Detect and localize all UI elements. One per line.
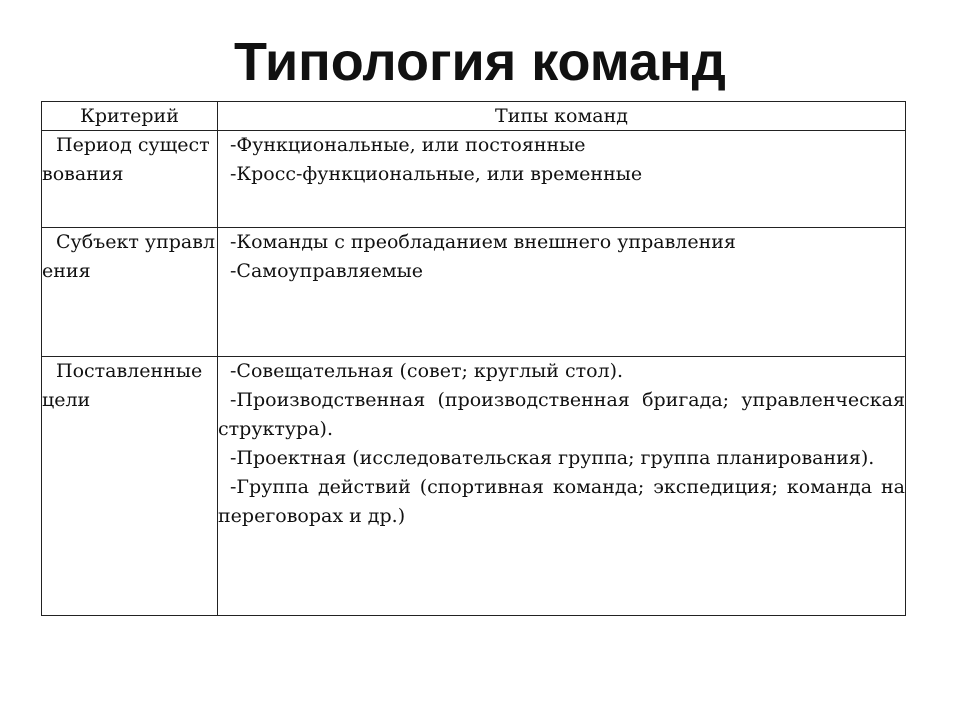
type-item: -Проектная (исследовательская группа; группа планирования).: [230, 447, 875, 469]
types-cell: [218, 131, 906, 228]
type-item: -Команды с преобладанием внешнего управления: [230, 231, 736, 253]
criterion-cell: Период существования: [42, 131, 218, 228]
type-item: -Функциональные, или постоянные: [230, 134, 586, 156]
header-criterion: Критерий: [42, 102, 218, 131]
criterion-cell: Субъект управления: [42, 228, 218, 357]
table-row-subject: [42, 228, 906, 357]
types-cell: [218, 228, 906, 357]
type-item: -Совещательная (совет; круглый стол).: [230, 360, 624, 382]
type-item: -Кросс-функциональные, или временные: [230, 163, 643, 185]
type-item: -Производственная (производственная бригада; управленческая структура).: [218, 389, 905, 440]
types-cell: [218, 357, 906, 616]
header-types: Типы команд: [218, 102, 906, 131]
table-header-row: [42, 102, 906, 131]
typology-table: [41, 101, 906, 616]
type-item: -Группа действий (спортивная команда; экспедиция; команда на переговорах и др.): [218, 476, 905, 527]
slide-title: Типология команд: [234, 32, 726, 92]
table-row-period: [42, 131, 906, 228]
criterion-cell: Поставленные цели: [42, 357, 218, 616]
type-item: -Самоуправляемые: [230, 260, 423, 282]
table-row-goals: [42, 357, 906, 616]
